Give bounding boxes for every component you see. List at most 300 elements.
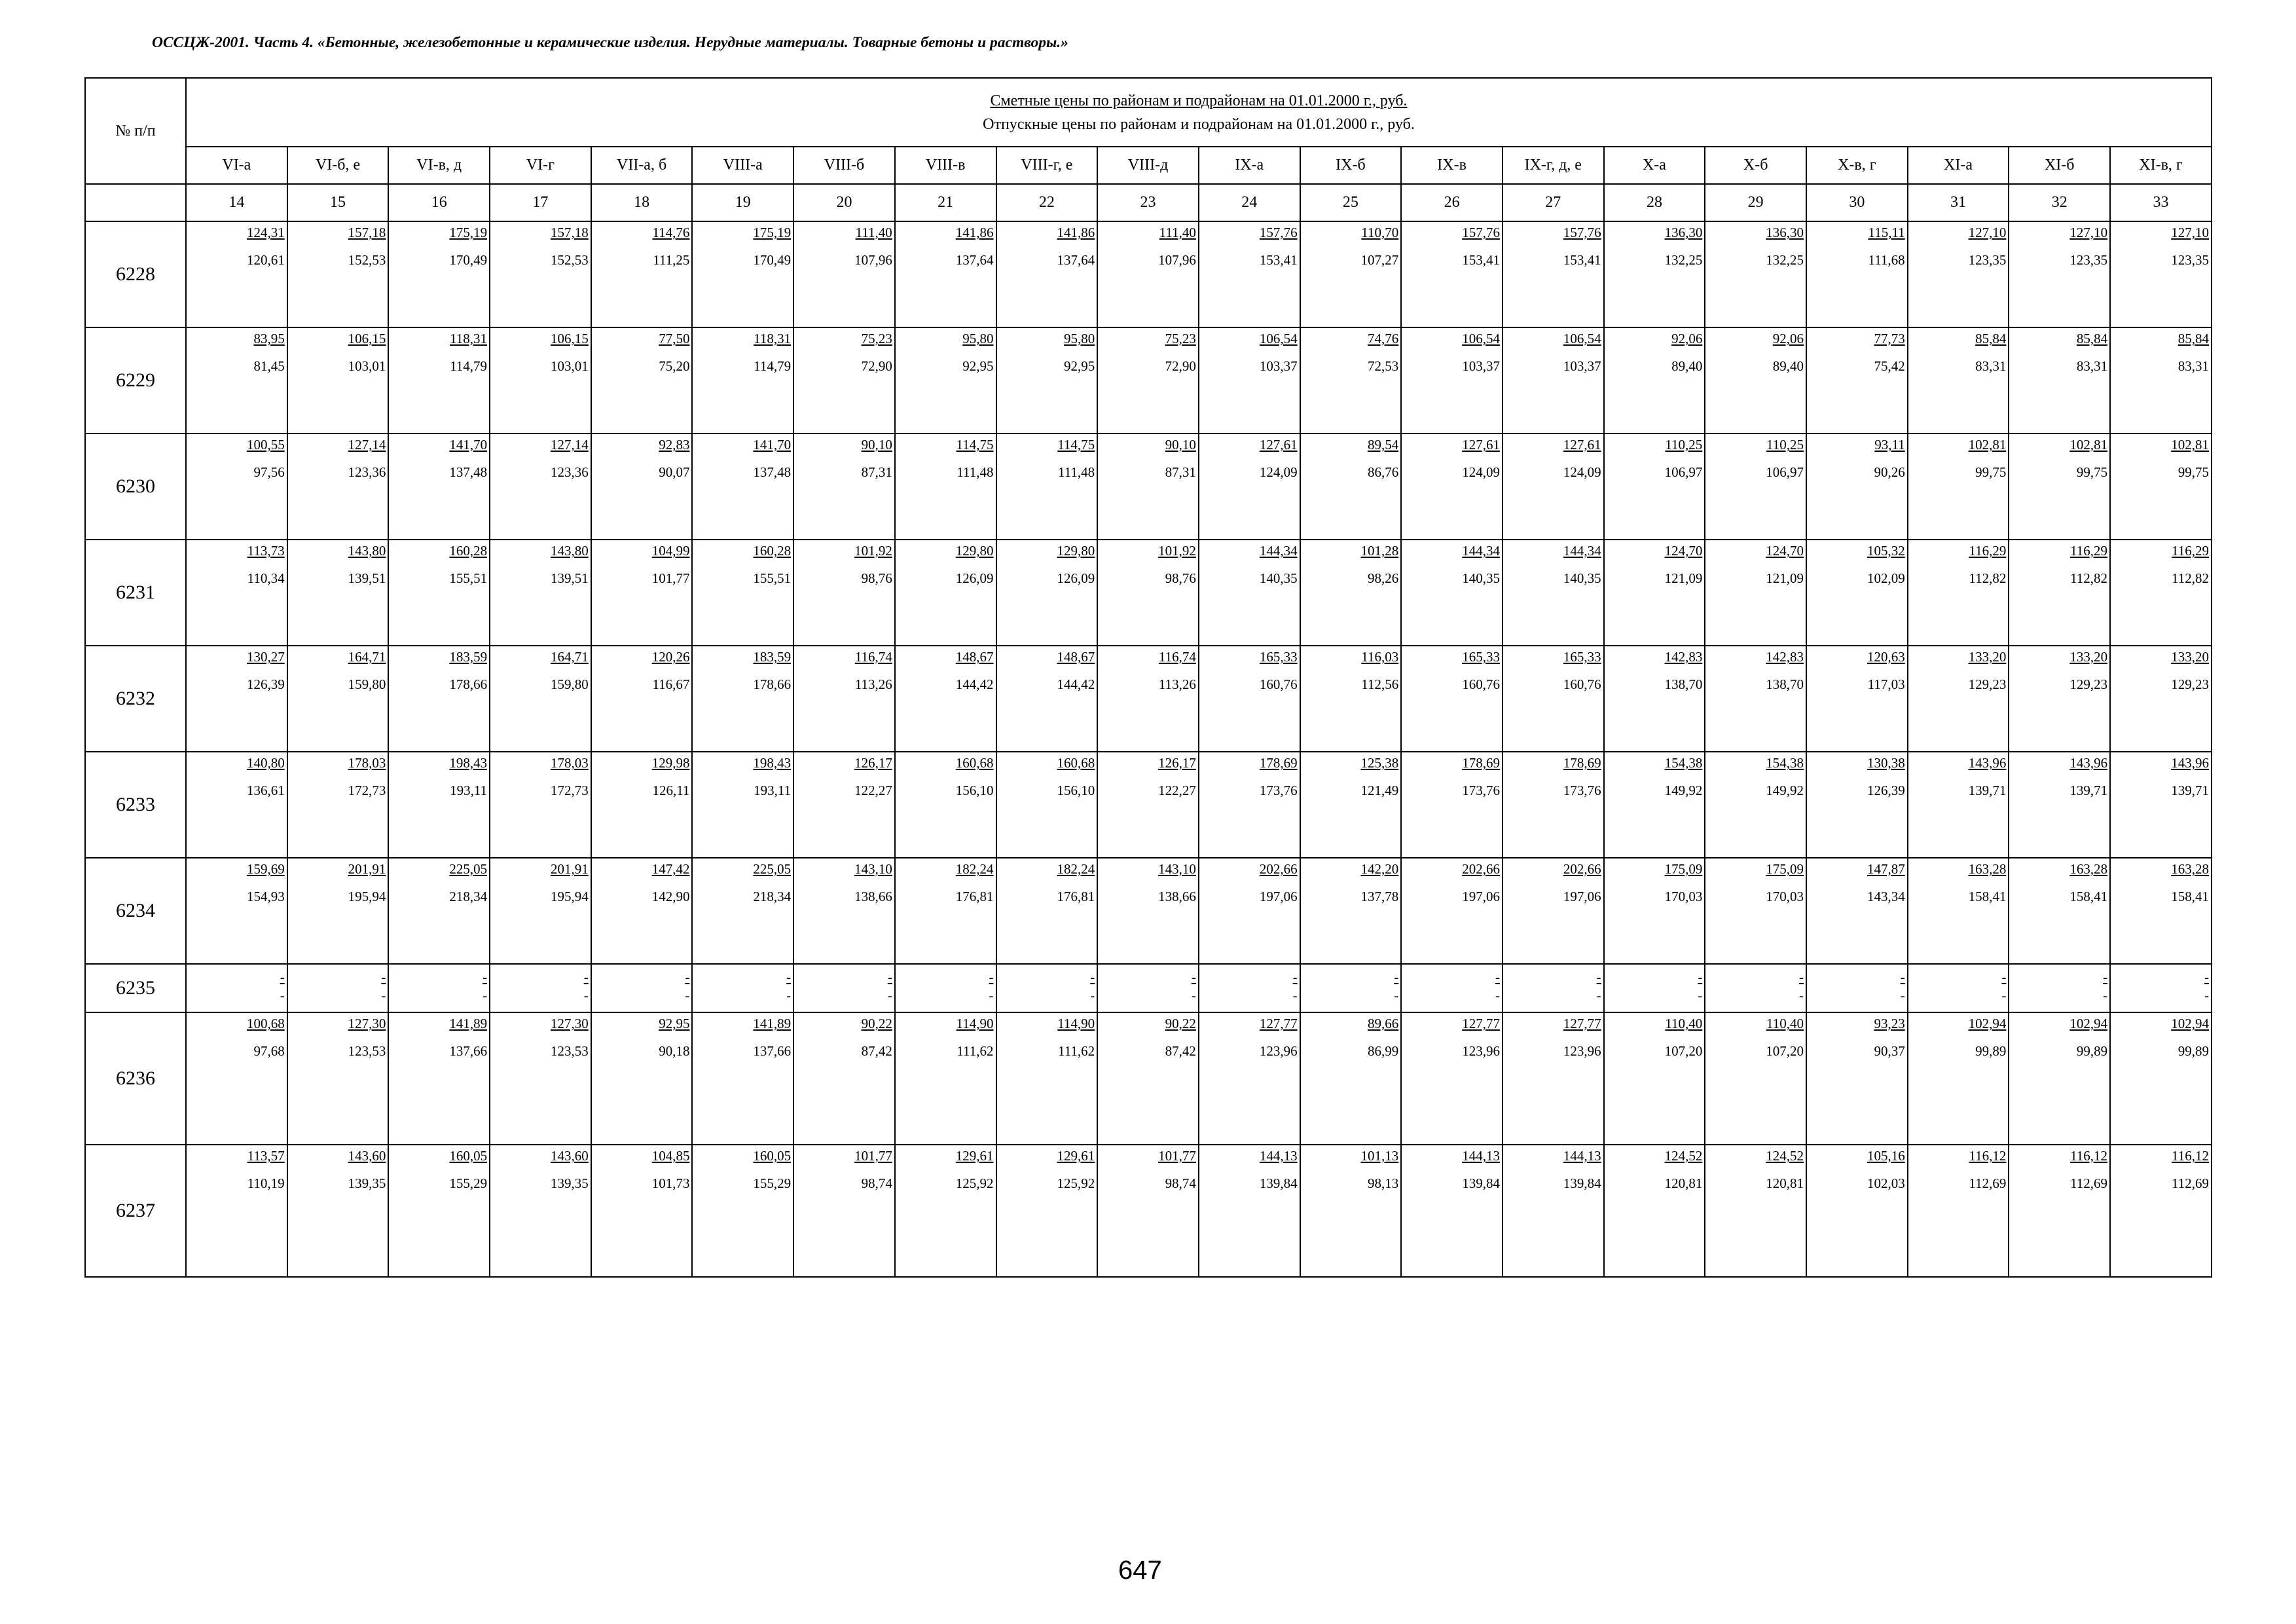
price-cell: [287, 434, 389, 540]
price-cell: [1604, 221, 1705, 327]
price-cell: [287, 540, 389, 646]
release-price: 111,48: [1057, 464, 1095, 480]
row-number: 6229: [85, 327, 186, 434]
estimate-price: 92,06: [1671, 331, 1703, 346]
release-price: 132,25: [1664, 252, 1703, 268]
page-number: 647: [1118, 1556, 1162, 1585]
estimate-price: 116,12: [1969, 1148, 2007, 1164]
release-price: 87,31: [861, 464, 892, 480]
estimate-price: 130,27: [246, 649, 285, 665]
column-number: 31: [1908, 184, 2009, 221]
price-cell: [1908, 964, 2009, 1012]
price-cell: [895, 858, 996, 964]
price-cell: [1806, 752, 1908, 858]
district-header: VI-в, д: [388, 147, 490, 184]
price-cell: [793, 327, 895, 434]
price-cell: [1806, 646, 1908, 752]
release-price: 87,31: [1165, 464, 1196, 480]
estimate-price: 101,92: [1158, 543, 1196, 559]
estimate-price: -: [786, 969, 792, 985]
estimate-price: -: [685, 969, 690, 985]
estimate-price: 74,76: [1368, 331, 1399, 346]
release-price: 197,06: [1462, 889, 1500, 904]
release-price: -: [887, 987, 892, 1003]
release-price: 155,51: [449, 570, 488, 586]
price-cell: [793, 646, 895, 752]
price-cell: [1300, 646, 1402, 752]
price-cell: [1908, 434, 2009, 540]
price-cell: [2009, 327, 2110, 434]
release-price: 140,35: [1563, 570, 1601, 586]
district-header: IX-г, д, е: [1503, 147, 1604, 184]
estimate-price: 164,71: [348, 649, 386, 665]
estimate-price: 90,22: [1165, 1016, 1196, 1031]
release-price: -: [786, 987, 792, 1003]
price-cell: [2110, 964, 2212, 1012]
release-price: 193,11: [754, 783, 792, 798]
estimate-price: 143,96: [2069, 755, 2108, 771]
price-cell: [1705, 1012, 1806, 1145]
release-price: 129,23: [2069, 676, 2108, 692]
price-cell: [793, 858, 895, 964]
price-cell: [996, 327, 1098, 434]
price-cell: [1806, 327, 1908, 434]
estimate-price: 116,29: [2172, 543, 2209, 559]
release-price: -: [483, 987, 488, 1003]
price-cell: [287, 1012, 389, 1145]
column-number: 28: [1604, 184, 1705, 221]
release-price: 143,34: [1867, 889, 1905, 904]
release-price: 149,92: [1664, 783, 1703, 798]
release-price: 156,10: [955, 783, 994, 798]
estimate-price: 120,63: [1867, 649, 1905, 665]
column-number: 30: [1806, 184, 1908, 221]
estimate-price: 124,70: [1664, 543, 1703, 559]
estimate-price: 106,54: [1563, 331, 1601, 346]
release-price: -: [1090, 987, 1095, 1003]
estimate-price: 95,80: [962, 331, 994, 346]
estimate-price: 101,92: [854, 543, 892, 559]
release-price: 120,81: [1664, 1175, 1703, 1191]
estimate-price: 100,68: [246, 1016, 285, 1031]
release-price: 123,35: [1968, 252, 2007, 268]
estimate-price: -: [2103, 969, 2108, 985]
price-cell: [1705, 646, 1806, 752]
table-row: [85, 858, 2212, 964]
release-price: 121,09: [1664, 570, 1703, 586]
estimate-price: 127,10: [2171, 225, 2209, 240]
price-cell: [1300, 1012, 1402, 1145]
release-price: 173,76: [1259, 783, 1298, 798]
price-cell: [692, 858, 793, 964]
estimate-price: 110,70: [1361, 225, 1399, 240]
estimate-price: -: [280, 969, 285, 985]
release-price: 160,76: [1563, 676, 1601, 692]
release-price: 176,81: [955, 889, 994, 904]
estimate-price: 127,14: [551, 437, 589, 452]
estimate-price: 133,20: [1968, 649, 2007, 665]
price-cell: [1401, 646, 1503, 752]
estimate-price: 83,95: [253, 331, 285, 346]
estimate-price: 157,76: [1259, 225, 1298, 240]
release-price: 124,09: [1259, 464, 1298, 480]
price-cell: [793, 221, 895, 327]
release-price: 89,40: [1772, 358, 1804, 374]
price-cell: [1604, 752, 1705, 858]
caption-release-prices: Отпускные цены по районам и подрайонам на 01.01.2000 г., руб.: [983, 115, 1415, 133]
price-cell: [186, 1012, 287, 1145]
estimate-price: 225,05: [753, 861, 792, 877]
price-cell: [287, 858, 389, 964]
release-price: 113,26: [1158, 676, 1196, 692]
column-number: 16: [388, 184, 490, 221]
release-price: 172,73: [551, 783, 589, 798]
price-cell: [1097, 1012, 1199, 1145]
release-price: 116,67: [652, 676, 690, 692]
row-number: 6233: [85, 752, 186, 858]
estimate-price: 163,28: [2069, 861, 2108, 877]
release-price: 197,06: [1259, 889, 1298, 904]
price-cell: [490, 540, 591, 646]
release-price: 111,25: [653, 252, 690, 268]
estimate-price: 127,77: [1259, 1016, 1298, 1031]
estimate-price: 202,66: [1259, 861, 1298, 877]
release-price: 126,09: [955, 570, 994, 586]
estimate-price: -: [1292, 969, 1298, 985]
price-cell: [490, 858, 591, 964]
price-cell: [793, 1012, 895, 1145]
estimate-price: 114,90: [956, 1016, 994, 1031]
estimate-price: 120,26: [651, 649, 690, 665]
release-price: 111,62: [957, 1043, 994, 1059]
price-cell: [388, 1145, 490, 1277]
price-cell: [1300, 858, 1402, 964]
estimate-price: 129,98: [651, 755, 690, 771]
estimate-price: 160,28: [753, 543, 792, 559]
estimate-price: 85,84: [2076, 331, 2108, 346]
estimate-price: 102,94: [1968, 1016, 2007, 1031]
estimate-price: -: [2204, 969, 2209, 985]
release-price: 98,74: [861, 1175, 892, 1191]
release-price: 126,39: [246, 676, 285, 692]
estimate-price: 127,77: [1563, 1016, 1601, 1031]
release-price: -: [1495, 987, 1500, 1003]
estimate-price: -: [887, 969, 892, 985]
estimate-price: 118,31: [450, 331, 488, 346]
release-price: -: [280, 987, 285, 1003]
release-price: 107,27: [1360, 252, 1399, 268]
estimate-price: 111,40: [855, 225, 892, 240]
release-price: 153,41: [1563, 252, 1601, 268]
price-cell: [2009, 752, 2110, 858]
table-row: [85, 646, 2212, 752]
release-price: 112,69: [1969, 1175, 2007, 1191]
release-price: -: [1698, 987, 1703, 1003]
estimate-price: 157,76: [1563, 225, 1601, 240]
estimate-price: 106,15: [551, 331, 589, 346]
price-cell: [2110, 752, 2212, 858]
price-cell: [895, 221, 996, 327]
release-price: 126,09: [1057, 570, 1095, 586]
release-price: 139,84: [1259, 1175, 1298, 1191]
price-cell: [1705, 221, 1806, 327]
column-number: 33: [2110, 184, 2212, 221]
release-price: 218,34: [753, 889, 792, 904]
table-row: [85, 1012, 2212, 1145]
release-price: 99,75: [1975, 464, 2007, 480]
price-cell: [793, 434, 895, 540]
estimate-price: 124,52: [1766, 1148, 1804, 1164]
estimate-price: 129,80: [1057, 543, 1095, 559]
estimate-price: 141,70: [753, 437, 792, 452]
release-price: 158,41: [2069, 889, 2108, 904]
table-row: [85, 964, 2212, 1012]
price-cell: [793, 752, 895, 858]
release-price: 90,07: [659, 464, 690, 480]
price-cell: [895, 1145, 996, 1277]
price-cell: [1604, 858, 1705, 964]
table-row: [85, 752, 2212, 858]
estimate-price: 75,23: [1165, 331, 1196, 346]
release-price: 173,76: [1563, 783, 1601, 798]
release-price: 137,66: [449, 1043, 488, 1059]
release-price: 112,82: [1969, 570, 2007, 586]
price-cell: [2110, 327, 2212, 434]
estimate-price: 104,99: [651, 543, 690, 559]
price-cell: [2110, 1145, 2212, 1277]
release-price: 153,41: [1462, 252, 1500, 268]
price-cell: [388, 540, 490, 646]
estimate-price: 90,10: [861, 437, 892, 452]
release-price: 101,73: [651, 1175, 690, 1191]
estimate-price: 163,28: [1968, 861, 2007, 877]
estimate-price: 160,28: [449, 543, 488, 559]
estimate-price: 178,03: [551, 755, 589, 771]
release-price: 124,09: [1462, 464, 1500, 480]
district-header: IX-б: [1300, 147, 1402, 184]
estimate-price: 110,40: [1766, 1016, 1804, 1031]
release-price: 132,25: [1766, 252, 1804, 268]
estimate-price: 183,59: [449, 649, 488, 665]
estimate-price: 106,54: [1259, 331, 1298, 346]
estimate-price: 136,30: [1766, 225, 1804, 240]
release-price: 103,37: [1259, 358, 1298, 374]
estimate-price: 129,80: [955, 543, 994, 559]
price-cell: [1503, 858, 1604, 964]
estimate-price: 144,34: [1259, 543, 1298, 559]
estimate-price: 157,18: [348, 225, 386, 240]
price-cell: [1097, 1145, 1199, 1277]
release-price: 121,49: [1360, 783, 1399, 798]
release-price: 111,68: [1868, 252, 1905, 268]
estimate-price: 114,76: [652, 225, 690, 240]
estimate-price: 90,22: [861, 1016, 892, 1031]
estimate-price: 164,71: [551, 649, 589, 665]
price-cell: [490, 1145, 591, 1277]
estimate-price: 147,87: [1867, 861, 1905, 877]
estimate-price: 127,77: [1462, 1016, 1500, 1031]
release-price: 106,97: [1664, 464, 1703, 480]
price-cell: [1503, 752, 1604, 858]
release-price: 111,48: [957, 464, 994, 480]
release-price: 75,42: [1874, 358, 1905, 374]
release-price: 139,51: [551, 570, 589, 586]
release-price: 155,29: [753, 1175, 792, 1191]
estimate-price: 125,38: [1360, 755, 1399, 771]
price-cell: [1401, 1145, 1503, 1277]
estimate-price: 85,84: [2178, 331, 2209, 346]
price-cell: [1503, 964, 1604, 1012]
estimate-price: 114,90: [1057, 1016, 1095, 1031]
estimate-price: 141,86: [955, 225, 994, 240]
release-price: 156,10: [1057, 783, 1095, 798]
price-cell: [591, 964, 693, 1012]
price-cell: [996, 221, 1098, 327]
price-cell: [1199, 752, 1300, 858]
release-price: 170,03: [1766, 889, 1804, 904]
price-cell: [2110, 434, 2212, 540]
estimate-price: 116,03: [1361, 649, 1399, 665]
estimate-price: 143,60: [551, 1148, 589, 1164]
estimate-price: 85,84: [1975, 331, 2007, 346]
price-cell: [1300, 752, 1402, 858]
estimate-price: 115,11: [1868, 225, 1905, 240]
estimate-price: 159,69: [246, 861, 285, 877]
release-price: 90,37: [1874, 1043, 1905, 1059]
price-cell: [1300, 327, 1402, 434]
price-cell: [1401, 752, 1503, 858]
release-price: 97,68: [253, 1043, 285, 1059]
column-number: 17: [490, 184, 591, 221]
table-caption: [186, 78, 2212, 147]
estimate-price: -: [1596, 969, 1601, 985]
estimate-price: 182,24: [1057, 861, 1095, 877]
release-price: 139,35: [348, 1175, 386, 1191]
estimate-price: 143,96: [2171, 755, 2209, 771]
price-cell: [186, 327, 287, 434]
estimate-price: 154,38: [1664, 755, 1703, 771]
price-cell: [1604, 327, 1705, 434]
release-price: -: [1596, 987, 1601, 1003]
estimate-price: 165,33: [1259, 649, 1298, 665]
release-price: -: [1900, 987, 1905, 1003]
estimate-price: 133,20: [2069, 649, 2108, 665]
release-price: 172,73: [348, 783, 386, 798]
estimate-price: 102,81: [2171, 437, 2209, 452]
price-cell: [490, 752, 591, 858]
release-price: 112,69: [2070, 1175, 2108, 1191]
estimate-price: -: [1698, 969, 1703, 985]
estimate-price: 141,89: [449, 1016, 488, 1031]
estimate-price: 124,31: [246, 225, 285, 240]
release-price: 158,41: [2171, 889, 2209, 904]
price-cell: [186, 964, 287, 1012]
release-price: 123,36: [348, 464, 386, 480]
release-price: 170,49: [449, 252, 488, 268]
estimate-price: 116,12: [2070, 1148, 2108, 1164]
price-cell: [2110, 1012, 2212, 1145]
price-cell: [2110, 858, 2212, 964]
release-price: 112,82: [2070, 570, 2108, 586]
estimate-price: 105,32: [1867, 543, 1905, 559]
price-cell: [490, 221, 591, 327]
release-price: 137,64: [955, 252, 994, 268]
release-price: -: [1799, 987, 1804, 1003]
price-cell: [186, 540, 287, 646]
release-price: 117,03: [1867, 676, 1905, 692]
release-price: -: [2204, 987, 2209, 1003]
row-number: 6236: [85, 1012, 186, 1145]
estimate-price: 114,75: [956, 437, 994, 452]
release-price: 122,27: [1158, 783, 1196, 798]
column-number: 21: [895, 184, 996, 221]
price-cell: [1705, 858, 1806, 964]
release-price: 218,34: [449, 889, 488, 904]
price-cell: [895, 540, 996, 646]
release-price: 92,95: [1063, 358, 1095, 374]
price-cell: [1705, 1145, 1806, 1277]
price-cell: [2009, 434, 2110, 540]
price-cell: [1604, 434, 1705, 540]
column-number: 32: [2009, 184, 2110, 221]
release-price: 195,94: [348, 889, 386, 904]
price-cell: [996, 434, 1098, 540]
release-price: 125,92: [1057, 1175, 1095, 1191]
release-price: 121,09: [1766, 570, 1804, 586]
release-price: 107,20: [1664, 1043, 1703, 1059]
price-cell: [186, 1145, 287, 1277]
price-cell: [1503, 1145, 1604, 1277]
row-number: 6230: [85, 434, 186, 540]
price-cell: [2009, 646, 2110, 752]
price-cell: [1300, 221, 1402, 327]
estimate-price: 198,43: [449, 755, 488, 771]
release-price: 170,49: [753, 252, 792, 268]
estimate-price: 157,76: [1462, 225, 1500, 240]
estimate-price: 93,23: [1874, 1016, 1905, 1031]
estimate-price: 201,91: [551, 861, 589, 877]
release-price: 81,45: [253, 358, 285, 374]
release-price: -: [2001, 987, 2007, 1003]
release-price: 144,42: [955, 676, 994, 692]
release-price: 86,99: [1368, 1043, 1399, 1059]
estimate-price: 182,24: [955, 861, 994, 877]
price-cell: [1908, 646, 2009, 752]
price-cell: [1908, 540, 2009, 646]
price-cell: [2009, 964, 2110, 1012]
district-header: VI-б, е: [287, 147, 389, 184]
district-header: XI-а: [1908, 147, 2009, 184]
price-cell: [490, 646, 591, 752]
estimate-price: 147,42: [651, 861, 690, 877]
price-cell: [1401, 434, 1503, 540]
release-price: 83,31: [1975, 358, 2007, 374]
release-price: 139,71: [2171, 783, 2209, 798]
district-header: VIII-в: [895, 147, 996, 184]
price-cell: [895, 327, 996, 434]
price-cell: [591, 540, 693, 646]
price-cell: [287, 1145, 389, 1277]
estimate-price: 124,52: [1664, 1148, 1703, 1164]
estimate-price: 118,31: [754, 331, 792, 346]
release-price: 72,53: [1368, 358, 1399, 374]
district-header: VI-а: [186, 147, 287, 184]
price-cell: [388, 858, 490, 964]
release-price: 112,56: [1361, 676, 1399, 692]
release-price: 129,23: [2171, 676, 2209, 692]
estimate-price: 89,66: [1368, 1016, 1399, 1031]
price-cell: [793, 1145, 895, 1277]
